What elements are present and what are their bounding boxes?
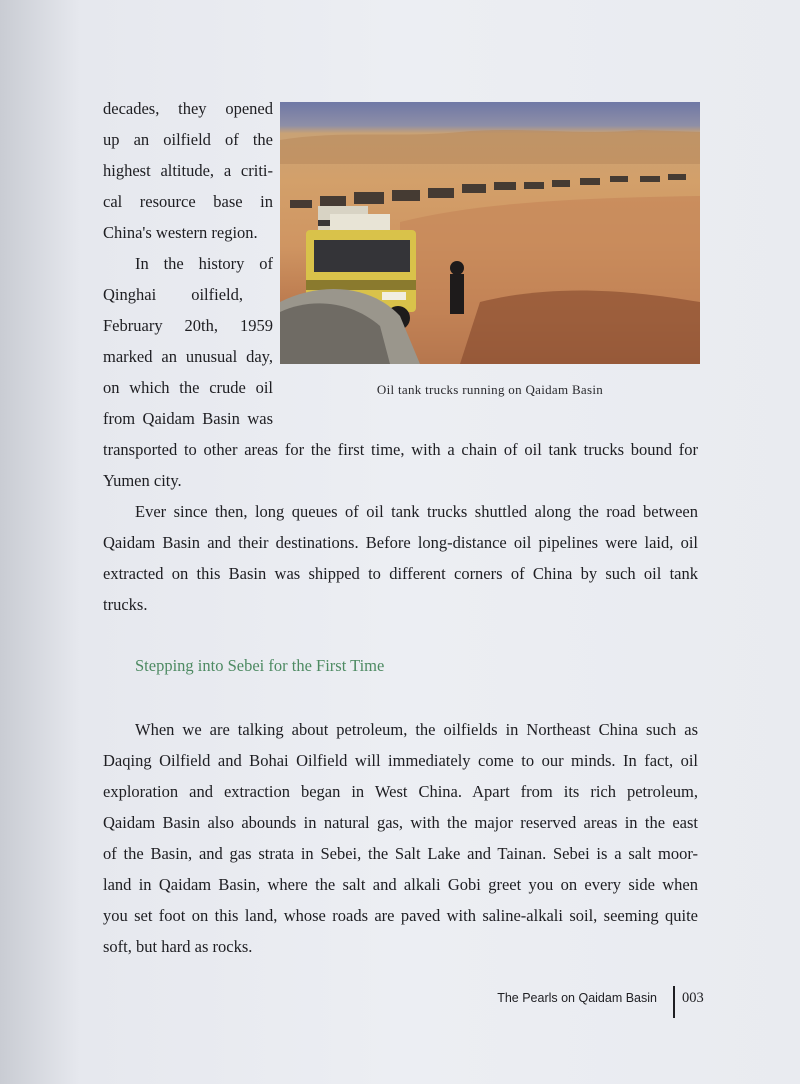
body-line: Qaidam Basin and their destinations. Before long-distance oil pipelines were laid, oil bbox=[103, 533, 698, 552]
body-line: of the Basin, and gas strata in Sebei, the Salt Lake and Tainan. Sebei is a salt moor- bbox=[103, 844, 698, 863]
body-line: you set foot on this land, whose roads are paved with saline-alkali soil, seeming quite bbox=[103, 906, 698, 925]
oil-truck-photo bbox=[280, 102, 700, 364]
footer-divider bbox=[673, 986, 675, 1018]
intro-line: marked an unusual day, bbox=[103, 347, 273, 366]
intro-line: Qinghai oilfield, bbox=[103, 285, 243, 304]
intro-line: China's western region. bbox=[103, 223, 258, 242]
intro-line: cal resource base in bbox=[103, 192, 273, 211]
intro-line: from Qaidam Basin was bbox=[103, 409, 273, 428]
photo-caption: Oil tank trucks running on Qaidam Basin bbox=[376, 382, 604, 397]
body-line: transported to other areas for the first time, with a chain of oil tank trucks bound for bbox=[103, 440, 698, 459]
desert-scene-illustration bbox=[280, 102, 700, 364]
body-line: Daqing Oilfield and Bohai Oilfield will immediately come to our minds. In fact, oil bbox=[103, 751, 698, 770]
intro-line: up an oilfield of the bbox=[103, 130, 273, 149]
section-heading: Stepping into Sebei for the First Time bbox=[135, 656, 385, 675]
body-line: soft, but hard as rocks. bbox=[103, 937, 253, 956]
body-line: trucks. bbox=[103, 595, 148, 614]
intro-line: decades, they opened bbox=[103, 99, 273, 118]
body-line: Ever since then, long queues of oil tank trucks shuttled along the road between bbox=[135, 502, 698, 521]
intro-line: highest altitude, a criti- bbox=[103, 161, 273, 180]
page-number: 003 bbox=[682, 990, 704, 1006]
body-line: extracted on this Basin was shipped to different corners of China by such oil tank bbox=[103, 564, 698, 583]
body-line: land in Qaidam Basin, where the salt and alkali Gobi greet you on every side when bbox=[103, 875, 698, 894]
intro-line: In the history of bbox=[135, 254, 273, 273]
intro-line: February 20th, 1959 bbox=[103, 316, 273, 335]
body-line: exploration and extraction began in West China. Apart from its rich petroleum, bbox=[103, 782, 698, 801]
body-line: Qaidam Basin also abounds in natural gas, with the major reserved areas in the east bbox=[103, 813, 698, 832]
body-line: When we are talking about petroleum, the oilfields in Northeast China such as bbox=[135, 720, 698, 739]
running-footer-title: The Pearls on Qaidam Basin bbox=[497, 991, 657, 1005]
body-line: Yumen city. bbox=[103, 471, 182, 490]
intro-line: on which the crude oil bbox=[103, 378, 273, 397]
